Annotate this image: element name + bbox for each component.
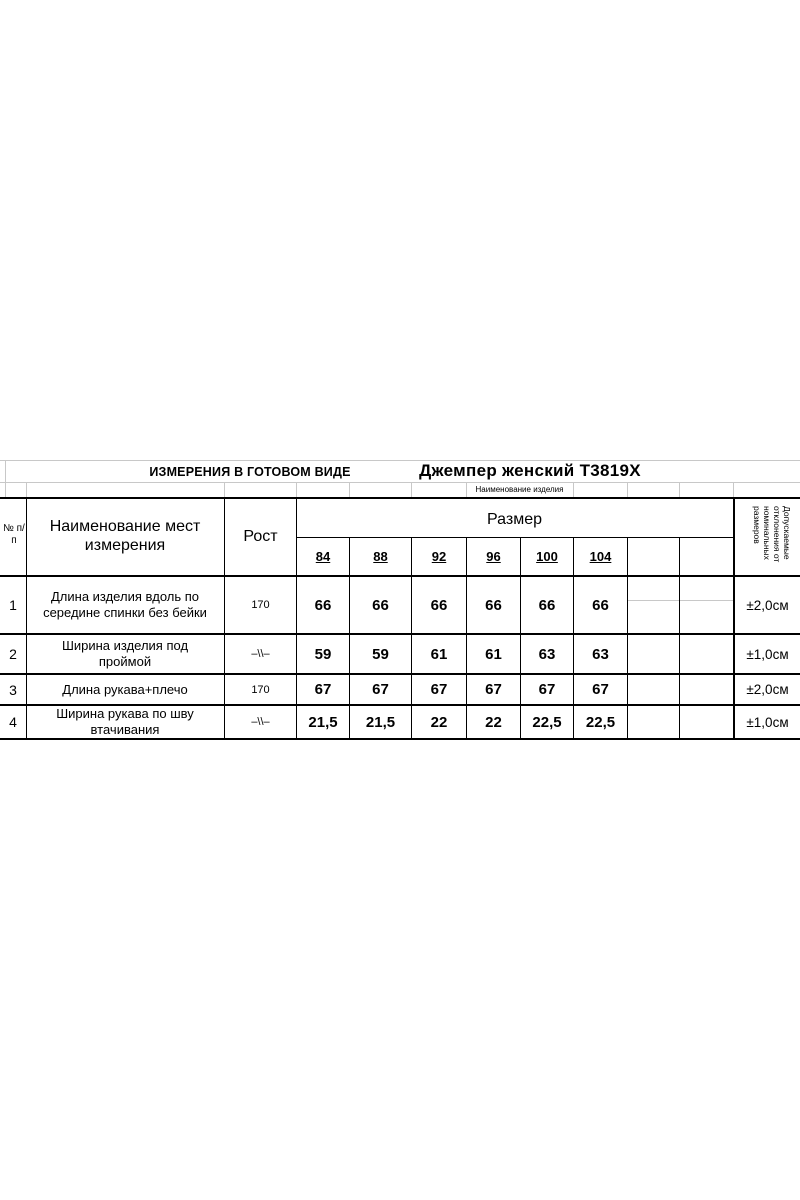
row-value: 66 <box>592 596 609 614</box>
row-name: Длина изделия вдоль по середине спинки без бейки <box>43 589 207 620</box>
table-border <box>0 497 800 499</box>
row-number: 1 <box>9 597 17 613</box>
height-header: Рост <box>243 527 278 545</box>
row-value: 22 <box>485 713 502 731</box>
row-value: 67 <box>592 681 609 698</box>
row-value: 22 <box>430 713 448 731</box>
row-height: –\\– <box>251 648 270 660</box>
grid-line <box>627 600 733 601</box>
row-name: Ширина рукава по шву втачивания <box>56 706 194 737</box>
grid-line <box>411 482 412 497</box>
row-name: Ширина изделия под проймой <box>61 638 189 669</box>
size-84: 84 <box>315 548 331 564</box>
table-border <box>26 497 27 740</box>
row-value: 66 <box>372 596 389 614</box>
row-value: 66 <box>314 596 332 614</box>
size-104: 104 <box>589 548 612 564</box>
tolerance-header: Допускаемые отклонения от номинальных размеров <box>752 506 792 563</box>
row-tolerance: ±2,0см <box>746 597 789 613</box>
row-value: 66 <box>485 596 502 614</box>
row-value: 66 <box>538 596 556 614</box>
grid-line <box>349 482 350 497</box>
row-height: 170 <box>251 683 270 696</box>
index-header: № п/п <box>3 523 25 546</box>
row-name: Длина рукава+плечо <box>62 681 188 697</box>
row-value: 22,5 <box>585 713 616 731</box>
row-value: 22,5 <box>532 713 562 731</box>
size-100: 100 <box>536 548 558 564</box>
row-value: 67 <box>538 681 556 698</box>
row-height: –\\– <box>251 716 270 728</box>
product-title: Джемпер женский Т3819Х <box>419 461 641 480</box>
row-value: 21,5 <box>365 713 396 731</box>
row-value: 61 <box>485 645 502 663</box>
row-value: 67 <box>430 681 448 698</box>
row-tolerance: ±1,0см <box>746 714 789 730</box>
name-header: Наименование мест измерения <box>49 518 201 554</box>
size-92: 92 <box>431 548 447 564</box>
grid-line <box>296 482 297 497</box>
grid-line <box>679 482 680 497</box>
row-number: 4 <box>9 714 17 730</box>
grid-line <box>224 482 225 497</box>
row-value: 61 <box>430 645 448 663</box>
grid-line <box>26 482 27 497</box>
product-caption: Наименование изделия <box>475 485 564 494</box>
grid-line <box>5 460 6 497</box>
row-value: 59 <box>372 645 389 663</box>
row-tolerance: ±2,0см <box>746 682 789 697</box>
size-88: 88 <box>373 548 388 564</box>
row-value: 21,5 <box>308 713 338 731</box>
size-96: 96 <box>486 548 501 564</box>
grid-line <box>573 482 574 497</box>
row-height: 170 <box>251 599 270 611</box>
row-value: 63 <box>538 645 556 663</box>
row-value: 66 <box>430 596 448 614</box>
row-value: 67 <box>314 681 332 698</box>
table-border <box>627 537 628 740</box>
row-number: 2 <box>9 646 17 662</box>
table-border <box>679 537 680 740</box>
grid-line <box>733 482 734 497</box>
row-value: 67 <box>485 681 502 698</box>
row-number: 3 <box>9 681 17 698</box>
table-border <box>0 738 800 740</box>
row-value: 63 <box>592 645 609 663</box>
row-value: 67 <box>372 681 389 698</box>
sheet-subtitle: ИЗМЕРЕНИЯ В ГОТОВОМ ВИДЕ <box>149 465 351 479</box>
grid-line <box>627 482 628 497</box>
row-tolerance: ±1,0см <box>746 646 789 662</box>
table-border <box>296 537 734 538</box>
row-value: 59 <box>314 645 332 663</box>
size-header: Размер <box>487 510 542 528</box>
